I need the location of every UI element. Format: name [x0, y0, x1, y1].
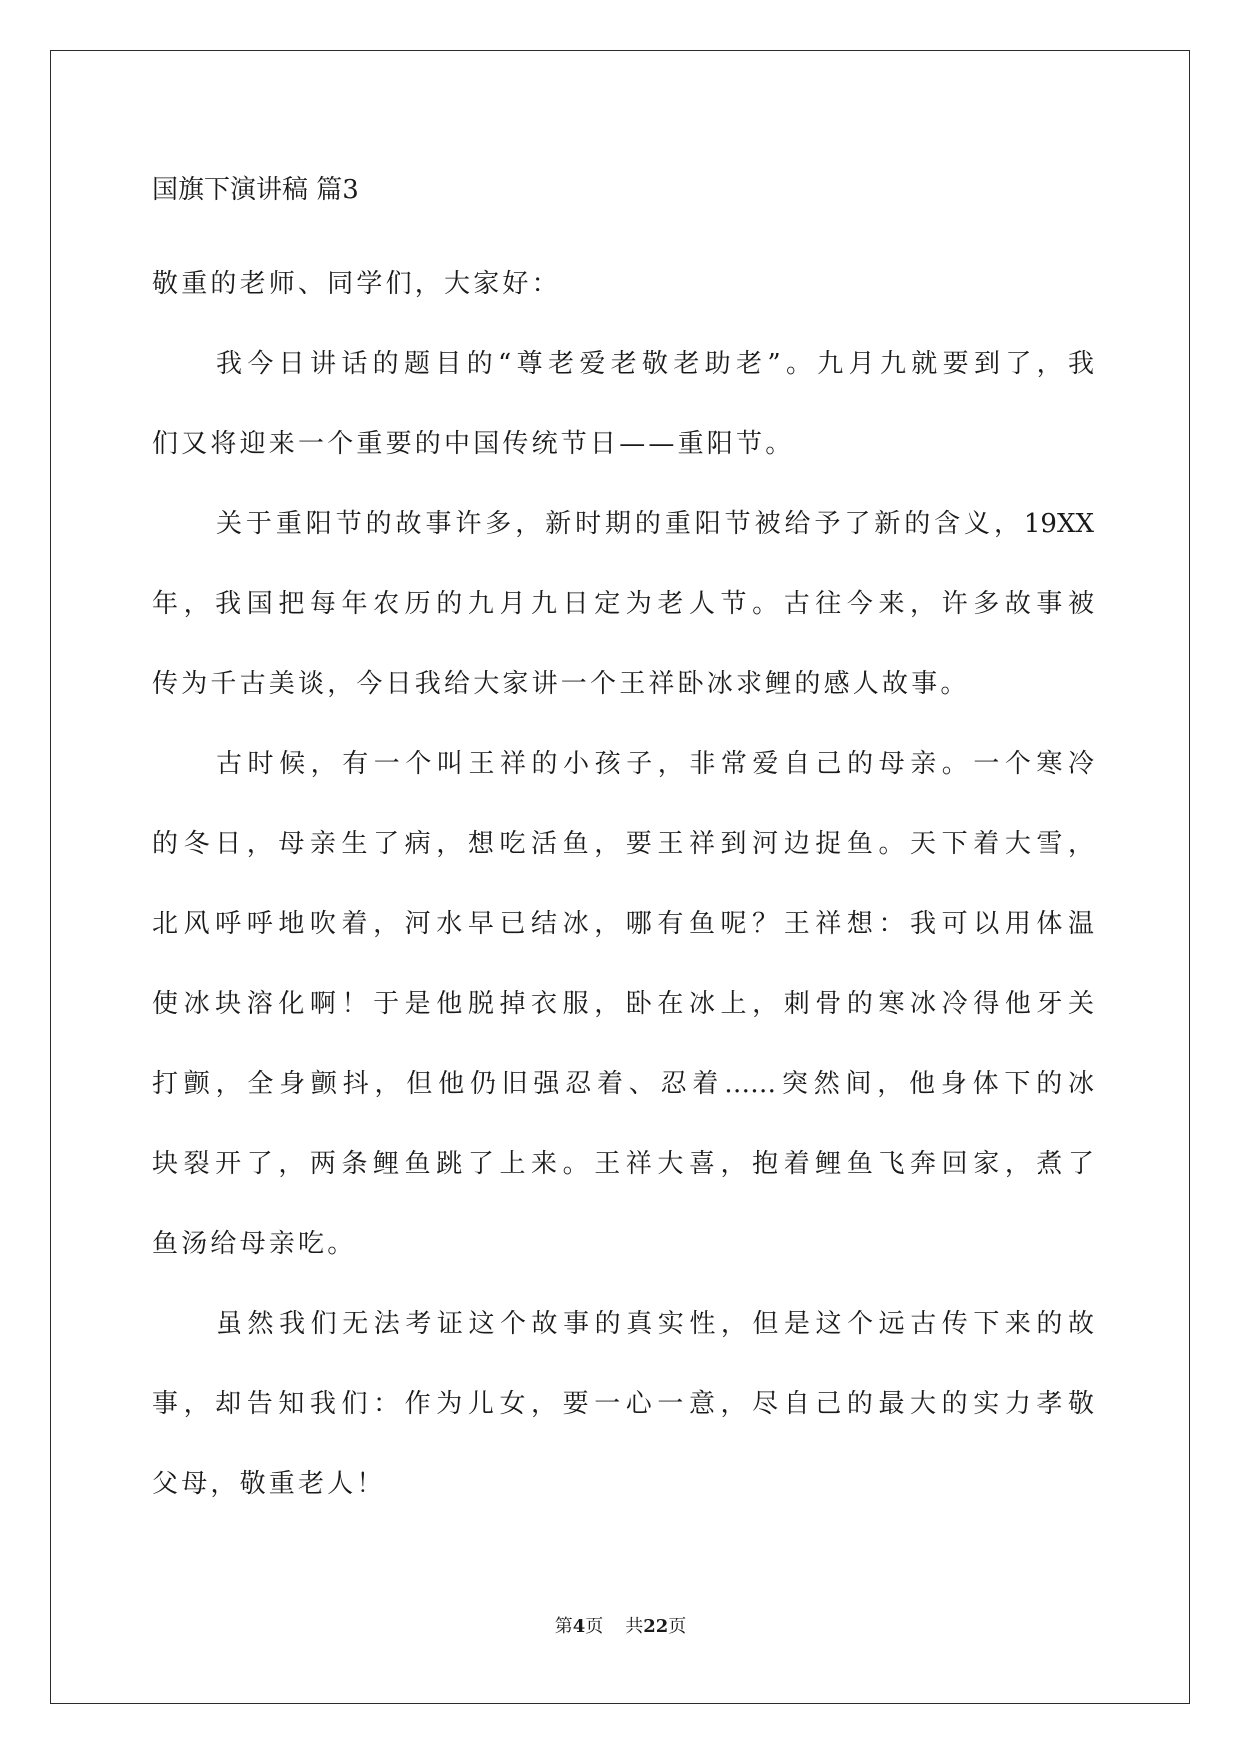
paragraph-3-line-2: 的冬日，母亲生了病，想吃活鱼，要王祥到河边捉鱼。天下着大雪，: [152, 829, 1094, 859]
paragraph-3-line-1: 古时候，有一个叫王祥的小孩子，非常爱自己的母亲。一个寒冷: [216, 749, 1094, 779]
paragraph-1-line-1: 我今日讲话的题目的“尊老爱老敬老助老”。九月九就要到了，我: [216, 349, 1094, 379]
page-suffix: 页: [585, 1616, 604, 1637]
total-pages: 22: [643, 1616, 669, 1637]
page-number: 4: [572, 1616, 586, 1637]
page-footer: [0, 1615, 1241, 1639]
page-prefix: 第: [554, 1616, 573, 1637]
greeting-line: 敬重的老师、同学们，大家好：: [152, 269, 561, 299]
paragraph-3-line-5: 打颤，全身颤抖，但他仍旧强忍着、忍着……突然间，他身体下的冰: [152, 1069, 1094, 1099]
total-prefix: 共: [625, 1616, 644, 1637]
paragraph-4-line-1: 虽然我们无法考证这个故事的真实性，但是这个远古传下来的故: [216, 1309, 1094, 1339]
document-heading: 国旗下演讲稿 篇3: [152, 175, 359, 205]
paragraph-3-line-4: 使冰块溶化啊！于是他脱掉衣服，卧在冰上，刺骨的寒冰冷得他牙关: [152, 989, 1094, 1019]
document-body: [152, 168, 1094, 1524]
paragraph-2-line-3: 传为千古美谈，今日我给大家讲一个王祥卧冰求鲤的感人故事。: [152, 669, 970, 699]
paragraph-3-line-7: 鱼汤给母亲吃。: [152, 1229, 357, 1259]
paragraph-2-line-1: 关于重阳节的故事许多，新时期的重阳节被给予了新的含义，19XX: [216, 509, 1094, 539]
paragraph-3-line-6: 块裂开了，两条鲤鱼跳了上来。王祥大喜，抱着鲤鱼飞奔回家，煮了: [152, 1149, 1094, 1179]
paragraph-3-line-3: 北风呼呼地吹着，河水早已结冰，哪有鱼呢？王祥想：我可以用体温: [152, 909, 1094, 939]
total-suffix: 页: [668, 1616, 687, 1637]
paragraph-4-line-2: 事，却告知我们：作为儿女，要一心一意，尽自己的最大的实力孝敬: [152, 1389, 1094, 1419]
paragraph-4-line-3: 父母，敬重老人！: [152, 1469, 386, 1499]
paragraph-1-line-2: 们又将迎来一个重要的中国传统节日——重阳节。: [152, 429, 795, 459]
paragraph-2-line-2: 年，我国把每年农历的九月九日定为老人节。古往今来，许多故事被: [152, 589, 1094, 619]
